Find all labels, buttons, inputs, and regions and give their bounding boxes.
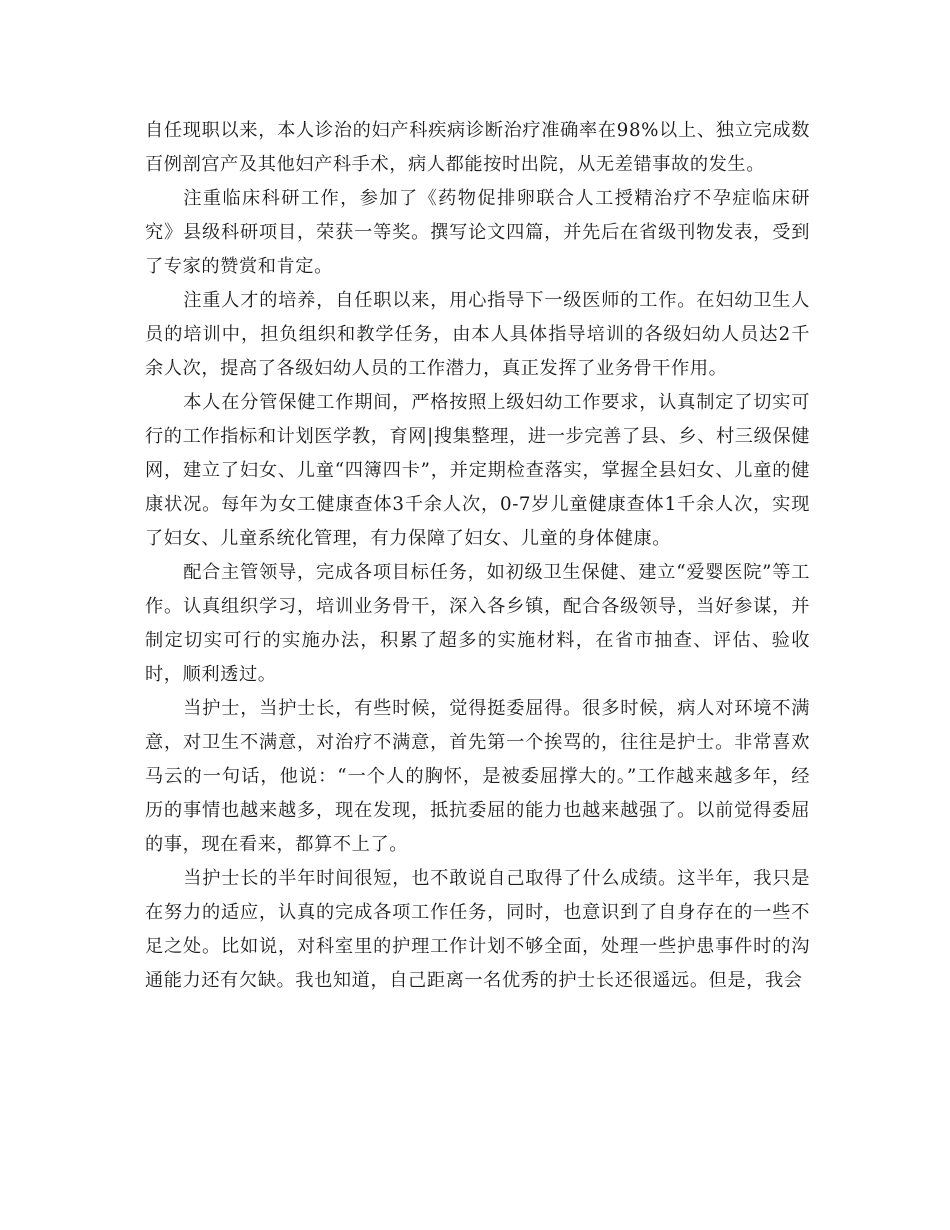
document-body <box>145 114 810 998</box>
paragraph-7: 当护士长的半年时间很短，也不敢说自己取得了什么成绩。这半年，我只是在努力的适应，认真的完成各项工作任务，同时，也意识到了自身存在的一些不足之处。比如说，对科室里的护理工作计划不够全面，处理一些护患事件时的沟通能力还有欠缺。我也知道，自己距离一名优秀的护士长还很遥远。但是，我会 <box>145 868 810 991</box>
paragraph-1: 自任现职以来，本人诊治的妇产科疾病诊断治疗准确率在98%以上、独立完成数百例剖宫产及其他妇产科手术，病人都能按时出院，从无差错事故的发生。 <box>145 120 810 175</box>
paragraph-2: 注重临床科研工作，参加了《药物促排卵联合人工授精治疗不孕症临床研究》县级科研项目，荣获一等奖。撰写论文四篇，并先后在省级刊物发表，受到了专家的赞赏和肯定。 <box>145 188 810 277</box>
paragraph-3: 注重人才的培养，自任职以来，用心指导下一级医师的工作。在妇幼卫生人员的培训中，担负组织和教学任务，由本人具体指导培训的各级妇幼人员达2千余人次，提高了各级妇幼人员的工作潜力，真正发挥了业务骨干作用。 <box>145 290 810 379</box>
paragraph-4: 本人在分管保健工作期间，严格按照上级妇幼工作要求，认真制定了切实可行的工作指标和计划医学教，育网|搜集整理，进一步完善了县、乡、村三级保健网，建立了妇女、儿童“四簿四卡”，并定期检查落实，掌握全县妇女、儿童的健康状况。每年为女工健康查体3千余人次，0-7岁儿童健康查体1千余人次，实现了妇女、儿童系统化管理，有力保障了妇女、儿童的身体健康。 <box>145 392 810 549</box>
paragraph-5: 配合主管领导，完成各项目标任务，如初级卫生保健、建立“爱婴医院”等工作。认真组织学习，培训业务骨干，深入各乡镇，配合各级领导，当好参谋，并制定切实可行的实施办法，积累了超多的实施材料，在省市抽查、评估、验收时，顺利透过。 <box>145 562 810 685</box>
paragraph-6: 当护士，当护士长，有些时候，觉得挺委屈得。很多时候，病人对环境不满意，对卫生不满意，对治疗不满意，首先第一个挨骂的，往往是护士。非常喜欢马云的一句话，他说：“一个人的胸怀，是被委屈撑大的。”工作越来越多年，经历的事情也越来越多，现在发现，抵抗委屈的能力也越来越强了。以前觉得委屈的事，现在看来，都算不上了。 <box>145 698 810 855</box>
